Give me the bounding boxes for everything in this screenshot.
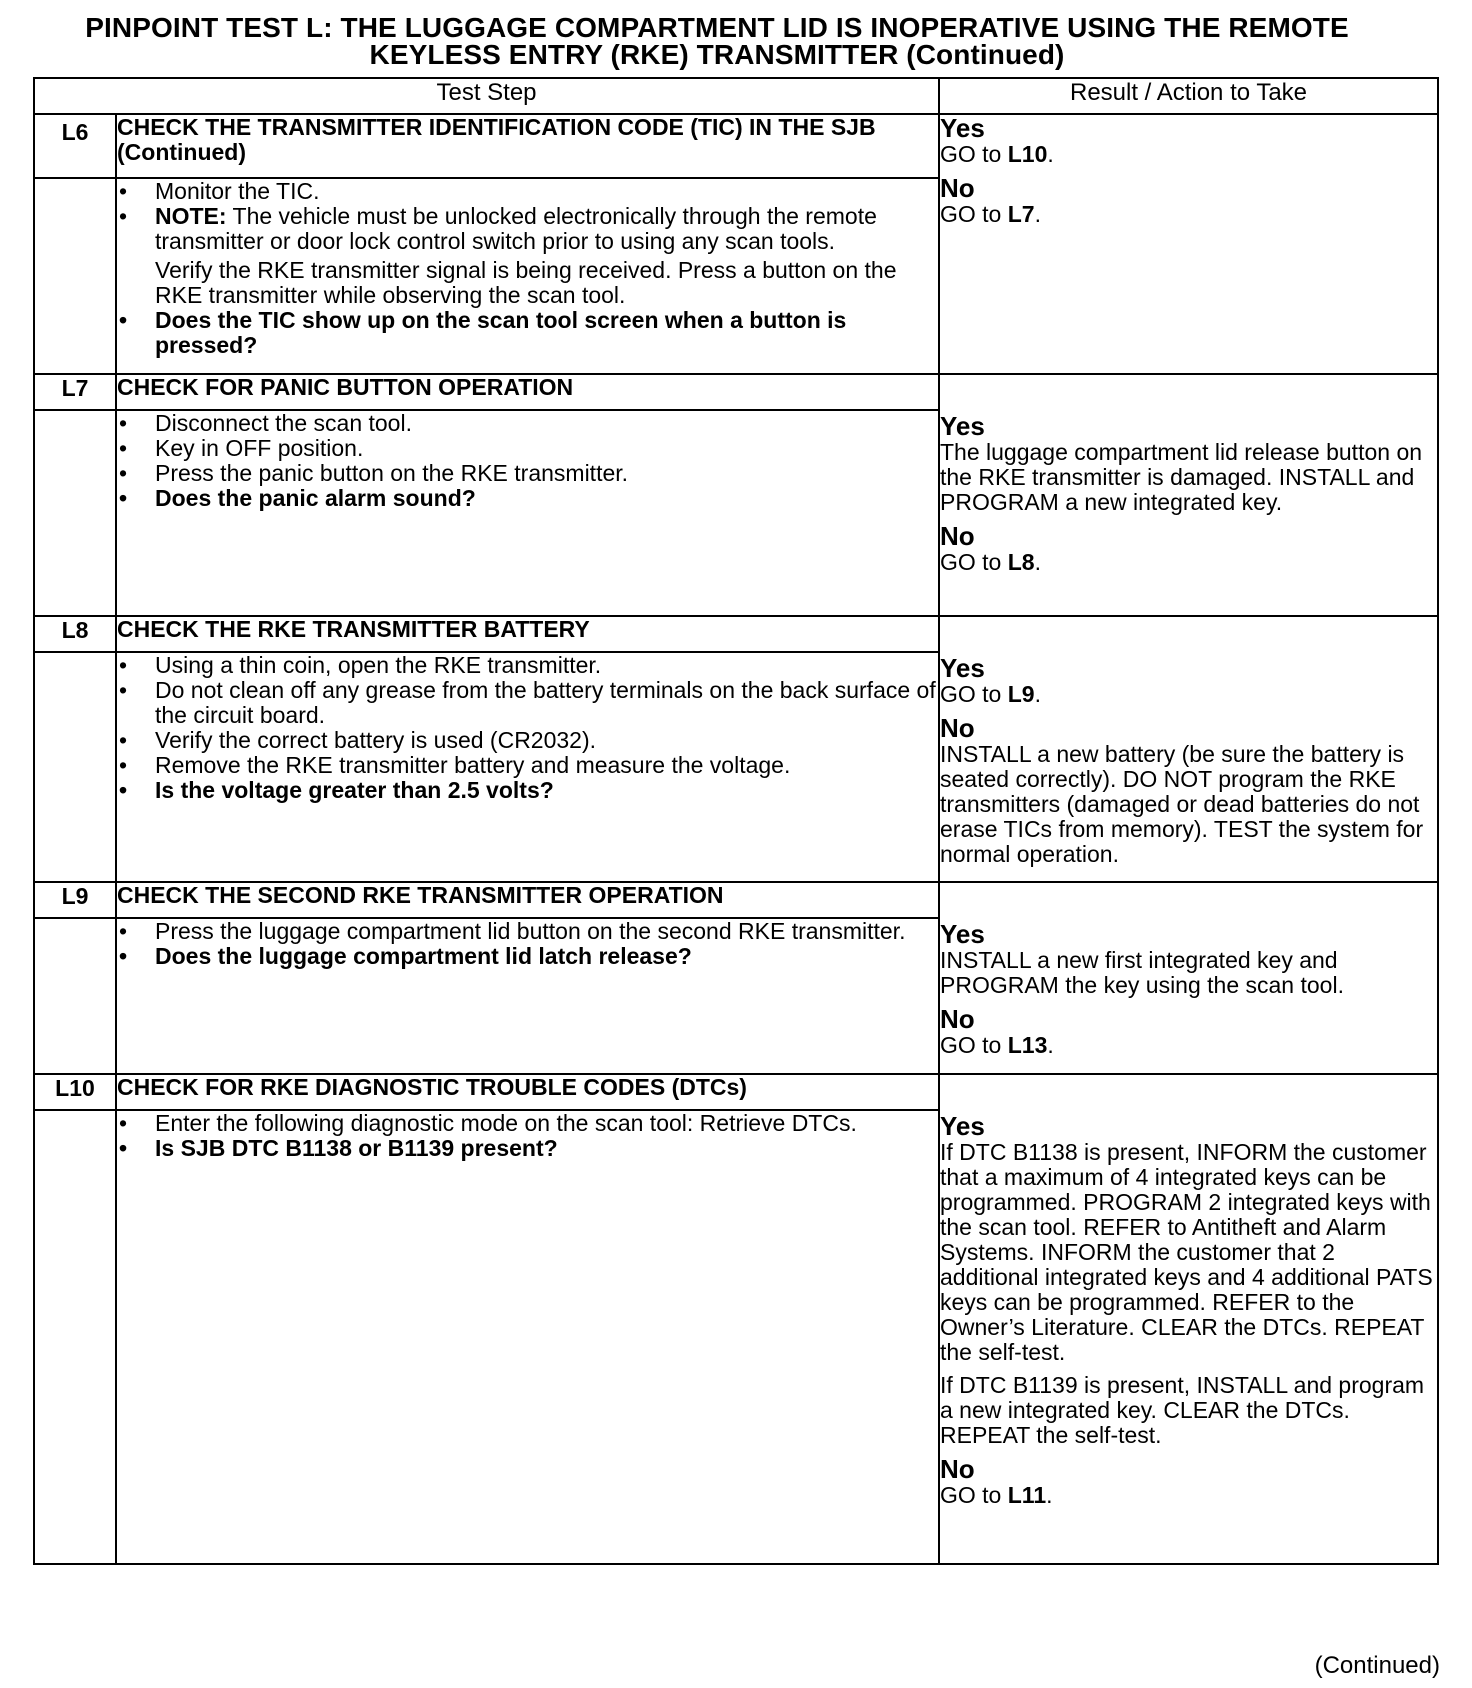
list-item: • Is the voltage greater than 2.5 volts?: [117, 778, 938, 803]
step-reference: L9: [1007, 681, 1035, 707]
continued-label: (Continued): [1314, 1652, 1440, 1679]
step-l6-heading-row: [34, 114, 1438, 178]
no-label: No: [940, 521, 975, 551]
step-l10-heading-row: [34, 1074, 1438, 1110]
yes-action-b1139: If DTC B1139 is present, INSTALL and program a new integrated key. CLEAR the DTCs. REPEAT the self-test.: [940, 1372, 1425, 1448]
no-action: GO to L13.: [940, 1032, 1054, 1058]
step-id: L6: [34, 114, 116, 178]
test-step-header: Test Step: [34, 78, 939, 114]
list-item: • Disconnect the scan tool.: [117, 411, 938, 436]
step-body: [116, 918, 939, 1074]
pinpoint-test-table: [33, 77, 1439, 1565]
yes-action: INSTALL a new first integrated key and PROGRAM the key using the scan tool.: [940, 947, 1344, 998]
step-heading: CHECK THE TRANSMITTER IDENTIFICATION CODE (TIC) IN THE SJB (Continued): [116, 114, 939, 178]
list-item: • Is SJB DTC B1138 or B1139 present?: [117, 1136, 938, 1161]
page-title: [60, 14, 1374, 68]
list-item: • NOTE: The vehicle must be unlocked electronically through the remote transmitter or door lock control switch prior to using any scan tools.: [117, 204, 938, 254]
step-heading: CHECK THE RKE TRANSMITTER BATTERY: [116, 616, 939, 652]
step-reference: L11: [1007, 1482, 1047, 1508]
no-label: No: [940, 173, 975, 203]
no-action: GO to L8.: [940, 549, 1041, 575]
list-item: • Monitor the TIC.: [117, 179, 938, 204]
no-action: GO to L11.: [940, 1482, 1053, 1508]
step-id: L8: [34, 616, 116, 652]
list-item: • Does the TIC show up on the scan tool screen when a button is pressed?: [117, 308, 938, 358]
step-sub-text: Verify the RKE transmitter signal is being received. Press a button on the RKE transmitter while observing the scan tool.: [155, 257, 897, 308]
yes-label: Yes: [940, 919, 985, 949]
step-l9-result: [939, 882, 1438, 1074]
no-label: No: [940, 1004, 975, 1034]
yes-label: Yes: [940, 411, 985, 441]
list-item: • Remove the RKE transmitter battery and measure the voltage.: [117, 753, 938, 778]
step-body: [116, 410, 939, 616]
step-l7-result: [939, 374, 1438, 616]
no-action: GO to L7.: [940, 201, 1041, 227]
step-reference: L7: [1007, 201, 1035, 227]
yes-action-b1138: If DTC B1138 is present, INFORM the customer that a maximum of 4 integrated keys can be programmed. PROGRAM 2 integrated keys with the scan tool. REFER to Antitheft and Alarm Systems. INFORM the customer that 2 additional integrated keys and 4 additional PATS keys can be programmed. REFER to the Owner’s Literature. CLEAR the DTCs. REPEAT the self-test.: [940, 1139, 1433, 1365]
step-heading: CHECK FOR RKE DIAGNOSTIC TROUBLE CODES (DTCs): [116, 1074, 939, 1110]
yes-action: GO to L10.: [940, 141, 1054, 167]
step-reference: L10: [1007, 141, 1048, 167]
step-body: [116, 652, 939, 882]
step-id: L7: [34, 374, 116, 410]
result-header: Result / Action to Take: [939, 78, 1438, 114]
step-id: L10: [34, 1074, 116, 1110]
yes-label: Yes: [940, 1111, 985, 1141]
page-title-line-1: PINPOINT TEST L: THE LUGGAGE COMPARTMENT LID IS INOPERATIVE USING THE REMOTE: [85, 12, 1349, 43]
list-item: • Using a thin coin, open the RKE transmitter.: [117, 653, 938, 678]
step-l9-heading-row: [34, 882, 1438, 918]
yes-label: Yes: [940, 113, 985, 143]
list-item: • Does the panic alarm sound?: [117, 486, 938, 511]
step-body: [116, 1110, 939, 1564]
no-label: No: [940, 713, 975, 743]
list-item: • Key in OFF position.: [117, 436, 938, 461]
yes-label: Yes: [940, 653, 985, 683]
step-reference: L13: [1007, 1032, 1048, 1058]
step-heading: CHECK THE SECOND RKE TRANSMITTER OPERATION: [116, 882, 939, 918]
step-l8-heading-row: [34, 616, 1438, 652]
step-id: L9: [34, 882, 116, 918]
page-title-line-2: KEYLESS ENTRY (RKE) TRANSMITTER (Continued): [369, 39, 1065, 70]
step-l8-result: [939, 616, 1438, 882]
list-item: • Do not clean off any grease from the battery terminals on the back surface of the circuit board.: [117, 678, 938, 728]
list-item: • Enter the following diagnostic mode on the scan tool: Retrieve DTCs.: [117, 1111, 938, 1136]
no-action: INSTALL a new battery (be sure the battery is seated correctly). DO NOT program the RKE transmitters (damaged or dead batteries do not erase TICs from memory). TEST the system for normal operation.: [940, 741, 1424, 867]
yes-action: GO to L9.: [940, 681, 1041, 707]
list-item: • Press the panic button on the RKE transmitter.: [117, 461, 938, 486]
list-item: • Does the luggage compartment lid latch release?: [117, 944, 938, 969]
list-item: • Press the luggage compartment lid button on the second RKE transmitter.: [117, 919, 938, 944]
step-reference: L8: [1007, 549, 1035, 575]
yes-action: The luggage compartment lid release button on the RKE transmitter is damaged. INSTALL and PROGRAM a new integrated key.: [940, 439, 1423, 515]
step-l7-heading-row: [34, 374, 1438, 410]
step-body: [116, 178, 939, 374]
step-l10-result: [939, 1074, 1438, 1564]
step-l6-result: [939, 114, 1438, 374]
list-item: • Verify the correct battery is used (CR2032).: [117, 728, 938, 753]
no-label: No: [940, 1454, 975, 1484]
table-header-row: [34, 78, 1438, 114]
step-heading: CHECK FOR PANIC BUTTON OPERATION: [116, 374, 939, 410]
